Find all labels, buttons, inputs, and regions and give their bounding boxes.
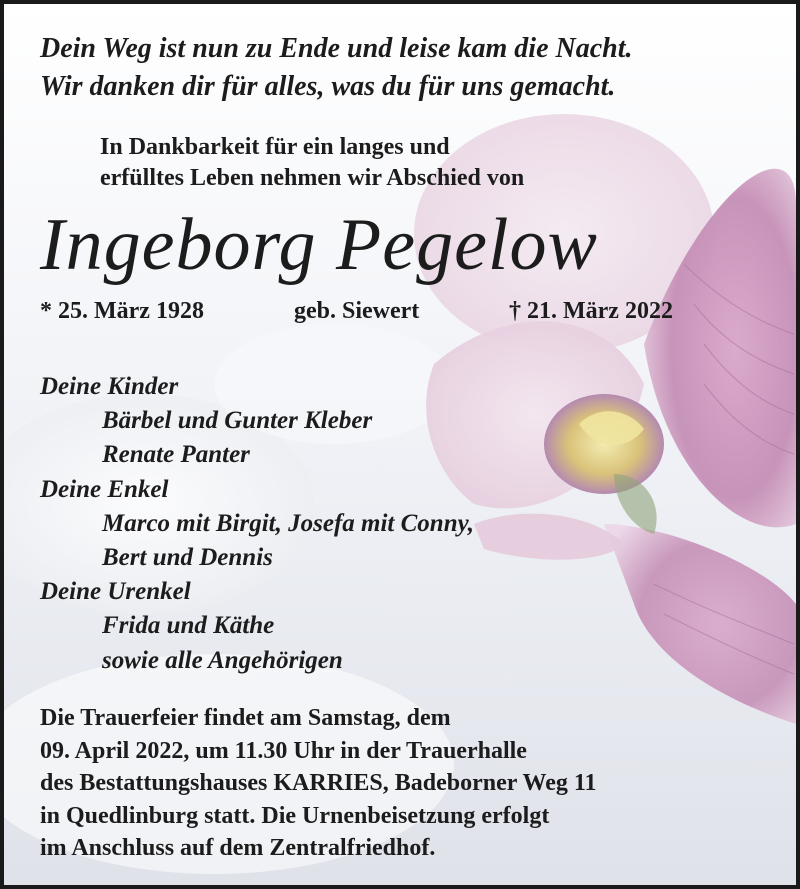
maiden-name: geb. Siewert <box>294 298 420 324</box>
farewell-intro <box>100 132 524 194</box>
memorial-verse <box>40 30 633 106</box>
family-member-line: Bärbel und Gunter Kleber <box>102 407 373 435</box>
funeral-line: Die Trauerfeier findet am Samstag, dem <box>40 705 451 731</box>
family-member-line: Marco mit Birgit, Josefa mit Conny, <box>102 509 475 537</box>
funeral-details <box>40 702 597 865</box>
family-list <box>40 370 474 678</box>
intro-line: erfülltes Leben nehmen wir Abschied von <box>100 165 525 191</box>
family-group-heading: Deine Enkel <box>40 475 169 503</box>
verse-line: Wir danken dir für alles, was du für uns gemacht. <box>40 71 616 102</box>
funeral-line: 09. April 2022, um 11.30 Uhr in der Trauerhalle <box>40 737 527 764</box>
family-group-heading: Deine Kinder <box>40 373 179 400</box>
family-member-line: sowie alle Angehörigen <box>102 646 343 674</box>
intro-line: In Dankbarkeit für ein langes und <box>100 134 450 160</box>
family-member-line: Renate Panter <box>102 441 250 469</box>
death-date: † 21. März 2022 <box>509 298 673 324</box>
birth-date: * 25. März 1928 <box>40 298 204 324</box>
funeral-line: des Bestattungshauses KARRIES, Badeborner Weg 11 <box>40 770 597 796</box>
deceased-name: Ingeborg Pegelow <box>40 204 598 286</box>
funeral-line: im Anschluss auf dem Zentralfriedhof. <box>40 835 436 861</box>
family-member-line: Bert und Dennis <box>102 543 273 571</box>
verse-line: Dein Weg ist nun zu Ende und leise kam die Nacht. <box>40 33 633 64</box>
family-member-line: Frida und Käthe <box>102 612 275 640</box>
family-group-heading: Deine Urenkel <box>40 578 191 606</box>
funeral-line: in Quedlinburg statt. Die Urnenbeisetzung erfolgt <box>40 802 550 829</box>
